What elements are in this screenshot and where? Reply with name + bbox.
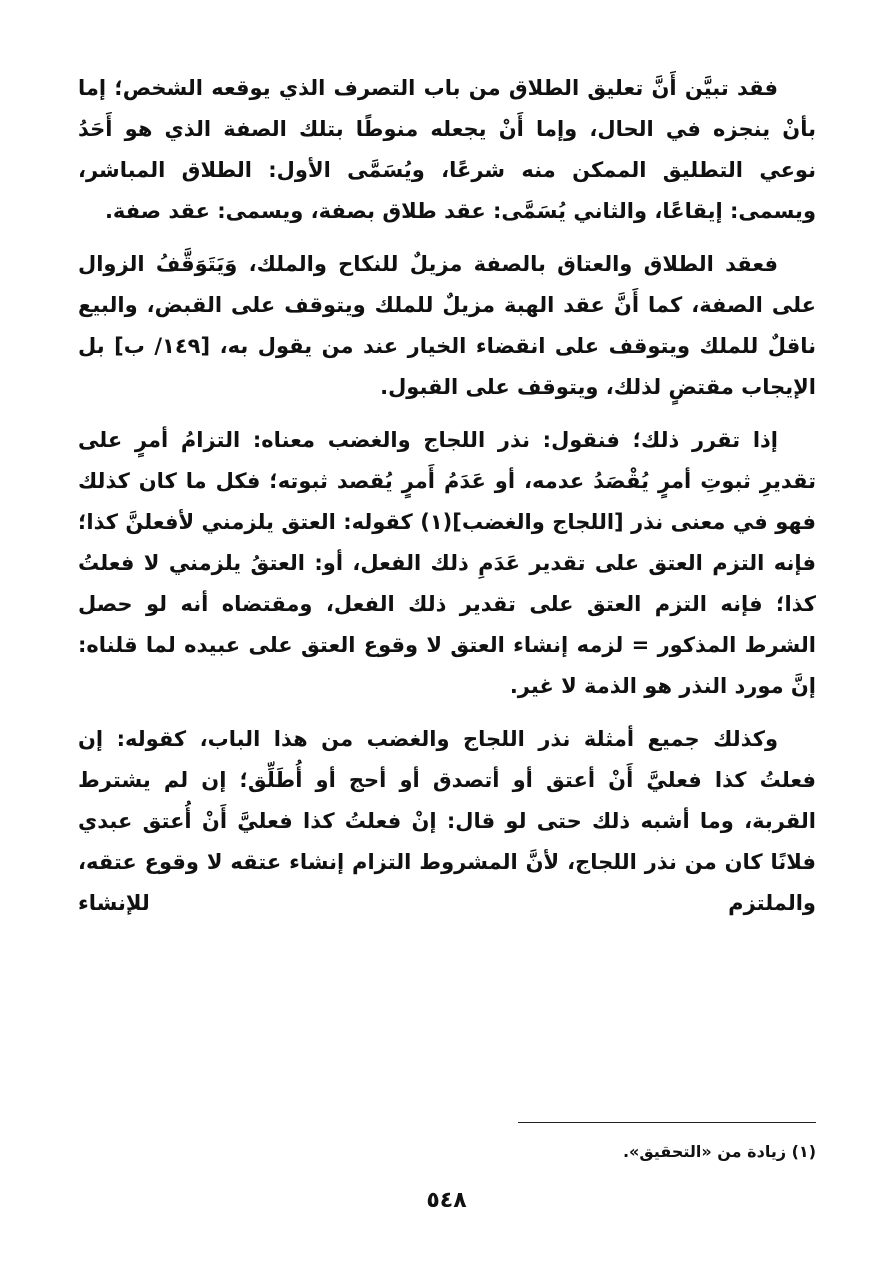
footnote-1: (١) زيادة من «التحقيق». <box>622 1142 816 1161</box>
page-body <box>78 68 816 936</box>
body-paragraph-3: إذا تقرر ذلك؛ فنقول: نذر اللجاج والغضب معناه: التزامُ أمرٍ على تقديرِ ثبوتِ أمرٍ يُقْصَدُ عدمه، أو عَدَمُ أَمرٍ يُقصد ثبوته؛ فكل ما كان كذلك فهو في معنى نذر [اللجاج والغضب](١) كقوله: العتق يلزمني لأفعلنَّ كذا؛ فإنه التزم العتق على تقدير عَدَمِ ذلك الفعل، أو: العتقُ يلزمني لا فعلتُ كذا؛ فإنه التزم العتق على تقدير ذلك الفعل، ومقتضاه أنه لو حصل الشرط المذكور = لزمه إنشاء العتق لا وقوع العتق على عبيده لما قلناه: إنَّ مورد النذر هو الذمة لا غير. <box>78 428 817 698</box>
footnote-divider <box>518 1122 816 1123</box>
body-paragraph-2: فعقد الطلاق والعتاق بالصفة مزيلٌ للنكاح والملك، وَيَتَوَقَّفُ الزوال على الصفة، كما أَنَّ عقد الهبة مزيلٌ للملك ويتوقف على القبض، والبيع ناقلٌ للملك ويتوقف على انقضاء الخيار عند من يقول به، [١٤٩/ ب] بل الإيجاب مقتضٍ لذلك، ويتوقف على القبول. <box>78 252 817 399</box>
body-paragraph-1: فقد تبيَّن أَنَّ تعليق الطلاق من باب التصرف الذي يوقعه الشخص؛ إما بأنْ ينجزه في الحال، وإما أَنْ يجعله منوطًا بتلك الصفة الذي هو أَحَدُ نوعي التطليق الممكن منه شرعًا، ويُسَمَّى الأول: الطلاق المباشر، ويسمى: إيقاعًا، والثاني يُسَمَّى: عقد طلاق بصفة، ويسمى: عقد صفة. <box>78 76 816 223</box>
page-number: ٥٤٨ <box>426 1188 467 1213</box>
body-paragraph-4: وكذلك جميع أمثلة نذر اللجاج والغضب من هذا الباب، كقوله: إن فعلتُ كذا فعليَّ أَنْ أعتق أو أتصدق أو أحج أو أُطَلِّق؛ إن لم يشترط القربة، وما أشبه ذلك حتى لو قال: إنْ فعلتُ كذا فعليَّ أَنْ أُعتق عبدي فلانًا كان من نذر اللجاج، لأنَّ المشروط التزام إنشاء عتقه لا وقوع عتقه، والملتزم للإنشاء <box>78 727 816 915</box>
